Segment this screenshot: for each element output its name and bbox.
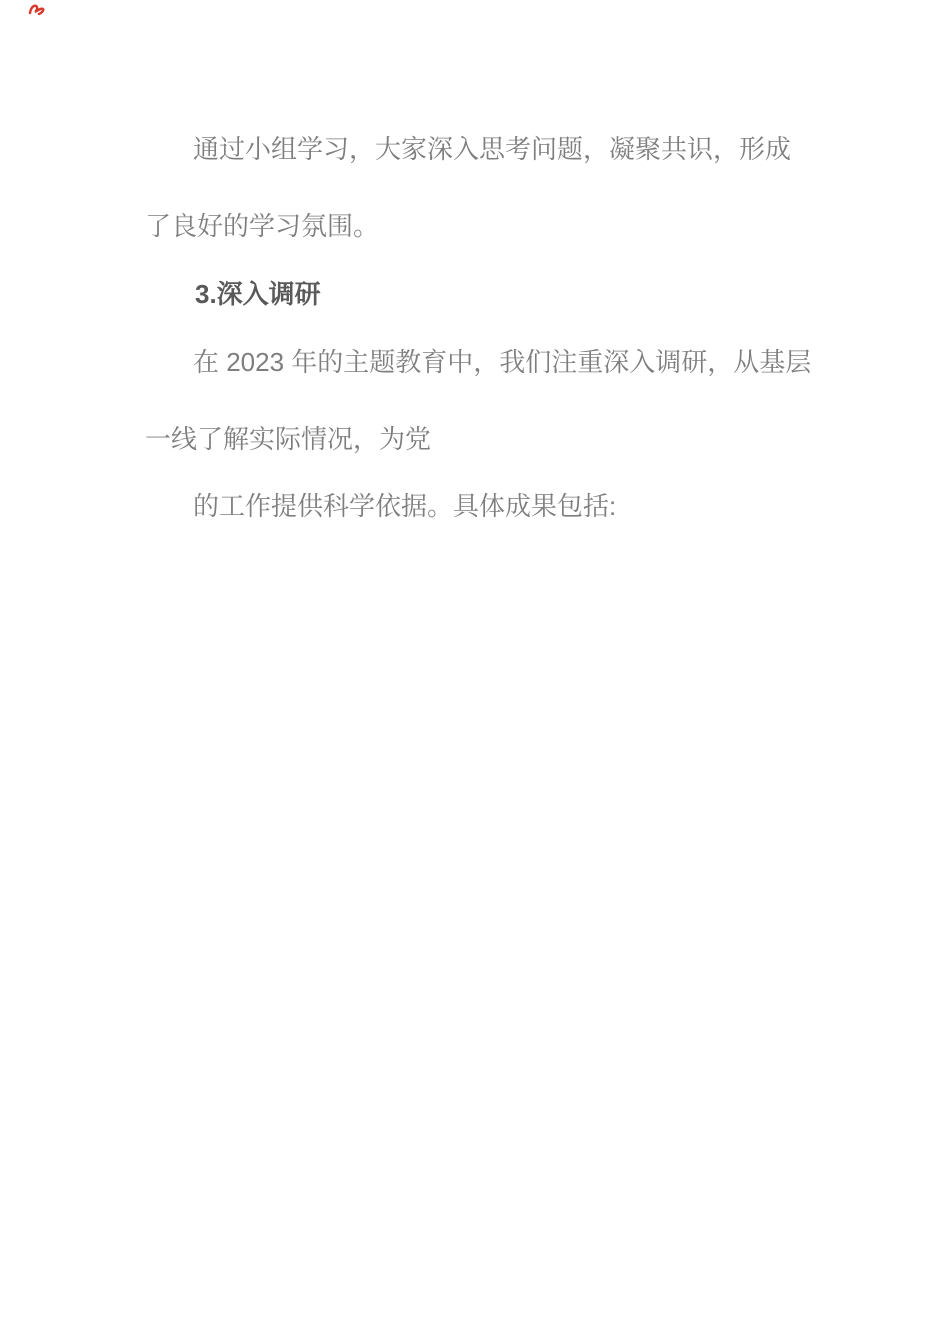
section-heading: 3.深入调研: [195, 279, 321, 309]
red-annotation-mark: [28, 3, 45, 16]
paragraph-line: 通过小组学习，大家深入思考问题，凝聚共识，形成: [193, 134, 792, 164]
paragraph-line: 的工作提供科学依据。具体成果包括:: [193, 491, 617, 521]
paragraph-line: 了良好的学习氛围。: [145, 211, 380, 241]
paragraph-line: 在 2023 年的主题教育中，我们注重深入调研，从基层: [193, 347, 812, 377]
paragraph-line: 一线了解实际情况，为党: [145, 424, 432, 454]
